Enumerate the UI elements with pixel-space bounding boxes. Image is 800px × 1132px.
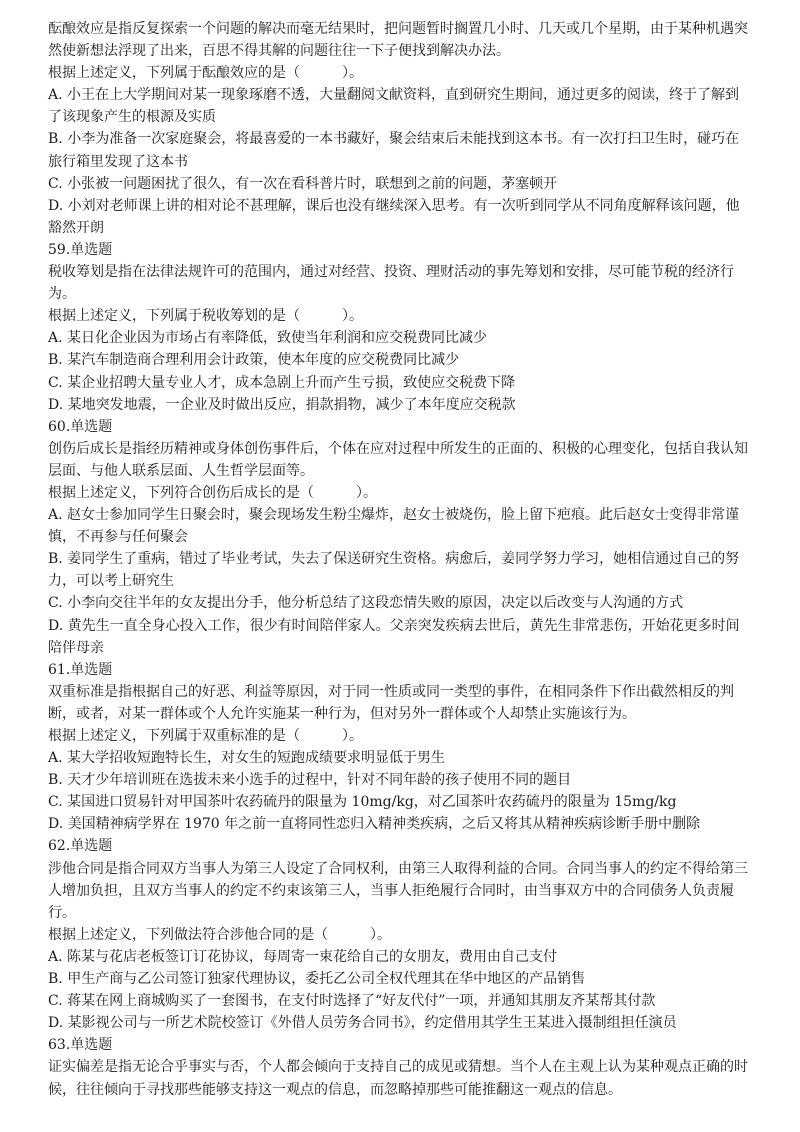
question-header: 59.单选题 [48, 241, 113, 258]
option-d[interactable]: D. 小刘对老师课上讲的相对论不甚理解，课后也没有继续深入思考。有一次听到同学从不同角度解释该问题，他豁然开朗 [48, 197, 740, 236]
question-block [48, 835, 748, 1034]
question-stem: 涉他合同是指合同双方当事人为第三人设定了合同权利，由第三人取得利益的合同。合同当事人的约定不得给第三人增加负担，且双方当事人的约定不约束该第三人，当事人拒绝履行合同时，由当事双方中的合同债务人负责履行。 [48, 860, 748, 921]
option-a[interactable]: A. 小王在上大学期间对某一现象琢磨不透，大量翻阅文献资料，直到研究生期间，通过更多的阅读，终于了解到了该现象产生的根源及实质 [48, 87, 740, 126]
question-prompt: 根据上述定义，下列做法符合涉他合同的是（ ）。 [48, 926, 391, 943]
question-prompt: 根据上述定义，下列符合创伤后成长的是（ ）。 [48, 484, 377, 501]
question-stem: 双重标准是指根据自己的好恶、利益等原因，对于同一性质或同一类型的事件，在相同条件下作出截然相反的判断，或者，对某一群体或个人允许实施某一种行为，但对另外一群体或个人却禁止实施该行为。 [48, 683, 734, 722]
option-a[interactable]: A. 某大学招收短跑特长生，对女生的短跑成绩要求明显低于男生 [48, 750, 446, 767]
option-c[interactable]: C. 某国进口贸易针对甲国茶叶农药硫丹的限量为 10mg/kg，对乙国茶叶农药硫丹的限量为 15mg/kg [48, 794, 677, 811]
option-c[interactable]: C. 小张被一问题困扰了很久，有一次在看科普片时，联想到之前的问题，茅塞顿开 [48, 175, 558, 192]
option-a[interactable]: A. 陈某与花店老板签订订花协议，每周寄一束花给自己的女朋友，费用由自己支付 [48, 948, 558, 965]
question-stem: 酝酿效应是指反复探索一个问题的解决而毫无结果时，把问题暂时搁置几小时、几天或几个星期，由于某种机遇突然使新想法浮现了出来，百思不得其解的问题往往一下子便找到解决办法。 [48, 21, 748, 60]
question-stem: 证实偏差是指无论合乎事实与否，个人都会倾向于支持自己的成见或猜想。当个人在主观上认为某种观点正确的时候，往往倾向于寻找那些能够支持这一观点的信息，而忽略掉那些可能推翻这一观点的信息。 [48, 1059, 748, 1098]
option-d[interactable]: D. 黄先生一直全身心投入工作，很少有时间陪伴家人。父亲突发疾病去世后，黄先生非常悲伤，开始花更多时间陪伴母亲 [48, 617, 740, 656]
option-b[interactable]: B. 甲生产商与乙公司签订独家代理协议，委托乙公司全权代理其在华中地区的产品销售 [48, 971, 586, 988]
question-prompt: 根据上述定义，下列属于双重标准的是（ ）。 [48, 728, 363, 744]
question-block [48, 18, 748, 239]
option-a[interactable]: A. 赵女士参加同学生日聚会时，聚会现场发生粉尘爆炸，赵女士被烧伤，脸上留下疤痕。此后赵女士变得非常谨慎，不再参与任何聚会 [48, 507, 740, 546]
option-c[interactable]: C. 蒋某在网上商城购买了一套图书，在支付时选择了“好友代付”一项，并通知其朋友齐某帮其付款 [48, 993, 656, 1010]
option-b[interactable]: B. 天才少年培训班在选拔未来小选手的过程中，针对不同年龄的孩子使用不同的题目 [48, 772, 572, 789]
question-header: 62.单选题 [48, 838, 113, 855]
option-c[interactable]: C. 小李向交往半年的女友提出分手，他分析总结了这段恋情失败的原因，决定以后改变与人沟通的方式 [48, 595, 684, 612]
option-b[interactable]: B. 姜同学生了重病，错过了毕业考试，失去了保送研究生资格。病愈后，姜同学努力学习，她相信通过自己的努力，可以考上研究生 [48, 551, 740, 590]
option-a[interactable]: A. 某日化企业因为市场占有率降低，致使当年利润和应交税费同比减少 [48, 330, 488, 347]
question-prompt: 根据上述定义，下列属于酝酿效应的是（ ）。 [48, 65, 363, 82]
question-header: 61.单选题 [48, 661, 113, 678]
option-d[interactable]: D. 某地突发地震，一企业及时做出反应，捐款捐物，减少了本年度应交税款 [48, 396, 516, 413]
option-c[interactable]: C. 某企业招聘大量专业人才，成本急剧上升而产生亏损，致使应交税费下降 [48, 374, 516, 391]
question-block [48, 1034, 748, 1100]
option-b[interactable]: B. 小李为准备一次家庭聚会，将最喜爱的一本书藏好，聚会结束后未能找到这本书。有一次打扫卫生时，碰巧在旅行箱里发现了这本书 [48, 131, 740, 170]
question-prompt: 根据上述定义，下列属于税收筹划的是（ ）。 [48, 308, 363, 325]
option-d[interactable]: D. 某影视公司与一所艺术院校签订《外借人员劳务合同书》，约定借用其学生王某进入摄制组担任演员 [48, 1015, 677, 1032]
option-d[interactable]: D. 美国精神病学界在 1970 年之前一直将同性恋归入精神类疾病，之后又将其从精神疾病诊断手册中删除 [48, 816, 701, 833]
question-stem: 创伤后成长是指经历精神或身体创伤事件后，个体在应对过程中所发生的正面的、积极的心理变化，包括自我认知层面、与他人联系层面、人生哲学层面等。 [48, 440, 748, 479]
question-header: 60.单选题 [48, 418, 113, 435]
question-header: 63.单选题 [48, 1037, 113, 1054]
question-block [48, 239, 748, 416]
question-block [48, 416, 748, 659]
option-b[interactable]: B. 某汽车制造商合理利用会计政策，使本年度的应交税费同比减少 [48, 352, 460, 369]
question-block [48, 659, 748, 836]
question-stem: 税收筹划是指在法律法规许可的范围内，通过对经营、投资、理财活动的事先筹划和安排，尽可能节税的经济行为。 [48, 264, 734, 303]
